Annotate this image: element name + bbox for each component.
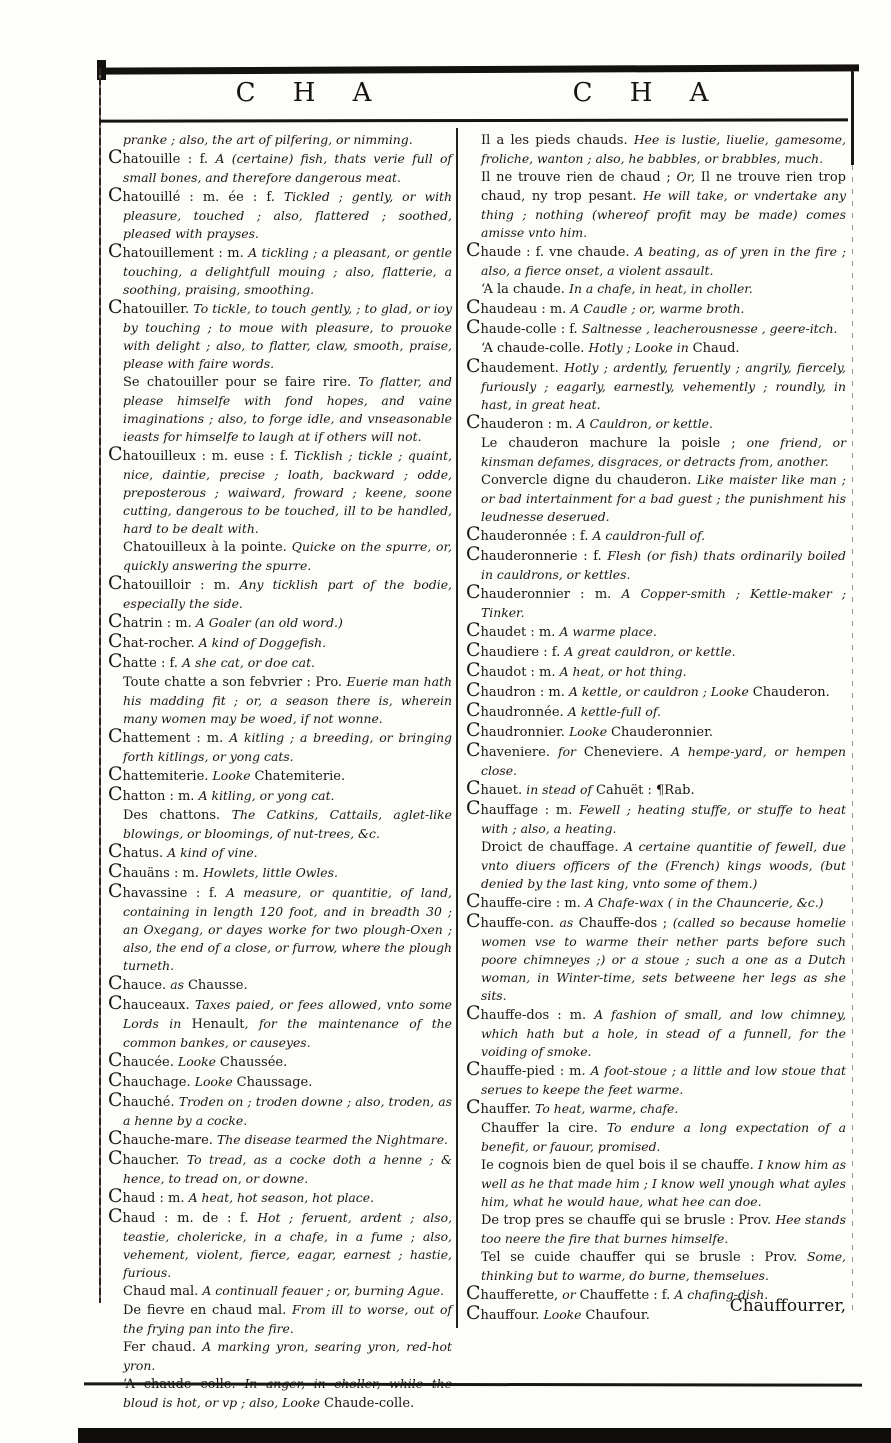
definition-text: Howlets, little Owles. — [203, 865, 338, 880]
definition-text: Flesh (or fish) thats ordinarily boiled in cauldrons, or kettles. — [481, 548, 846, 582]
headword-text: hauffe-pied : m. — [480, 1064, 591, 1079]
definition-text: Quicke on the spurre, or, quickly answering the spurre. — [123, 539, 452, 573]
initial-capital: C — [108, 1127, 123, 1149]
initial-capital: C — [108, 630, 123, 652]
headword-text: hatrin : m. — [122, 616, 196, 631]
headword-text: hauffage : m. — [480, 803, 580, 818]
headword-text: hauchage. — [122, 1075, 195, 1090]
definition-text: Ticklish ; tickle ; quaint, nice, daintie, precise ; loath, backward ; odde, preposterous ; waiward, froward ; keene, soone cutting, dangerous to be touched, ill to be handled, hard to be dealt with. — [123, 448, 453, 536]
initial-capital: C — [108, 650, 123, 672]
headword-text: hauderonnée : f. — [480, 529, 593, 544]
headword-text: hauché. — [122, 1095, 179, 1110]
definition-text: A continuall feauer ; or, burning Ague. — [202, 1283, 445, 1298]
dictionary-entry — [466, 298, 846, 318]
initial-capital: C — [108, 725, 123, 747]
definition-text: In a chafe, in heat, in choller. — [569, 281, 753, 296]
column-right — [466, 130, 846, 1330]
dictionary-entry — [466, 318, 846, 338]
headword-text: hauffe-dos : m. — [480, 1008, 595, 1023]
dictionary-entry — [466, 413, 846, 433]
definition-text: , for the maintenance of the common bankes, or causeyes. — [123, 1016, 452, 1050]
dictionary-entry — [108, 1281, 452, 1300]
headword-text: haudeau : m. — [480, 302, 571, 317]
initial-capital: C — [466, 619, 481, 641]
definition-text: (called so because homelie women vse to warme their nether parts before such poore chimneyes ;) or a stoue ; such a one as a Dutch woman, in Winter-time, sets betweene her legs as she sits. — [481, 915, 847, 1003]
page-border-top — [97, 64, 859, 74]
dictionary-entry — [108, 186, 452, 242]
dictionary-entry — [466, 837, 846, 892]
page-border-bottom — [78, 1428, 891, 1443]
headword-text: havassine : f. — [122, 886, 226, 901]
definition-text: A Caudle ; or, warme broth. — [570, 301, 745, 316]
definition-text: Some, thinking but to warme, do burne, themselues. — [481, 1249, 846, 1283]
initial-capital: C — [466, 239, 481, 261]
dictionary-entry — [108, 242, 452, 298]
headword-text: haudron : m. — [480, 685, 570, 700]
headword-text: hauceaux. — [122, 998, 196, 1013]
initial-capital: C — [466, 1002, 481, 1024]
initial-capital: C — [466, 777, 481, 799]
headword-text: Il ne trouve rien de chaud ; — [481, 170, 677, 185]
running-head-right: C H A — [572, 78, 718, 108]
headword-text: Chauderonnier. — [611, 725, 714, 740]
headword-text: hatouilloir : m. — [122, 578, 240, 593]
dictionary-entry — [108, 765, 452, 785]
initial-capital: C — [466, 739, 481, 761]
headword-text: Chauffette : f. — [579, 1288, 675, 1303]
initial-capital: C — [466, 890, 481, 912]
dictionary-entry — [466, 470, 846, 525]
definition-text: Looke — [543, 1307, 586, 1322]
headword-text: Il a les pieds chauds. — [481, 133, 634, 148]
headword-text: hauet. — [480, 783, 527, 798]
dictionary-entry — [466, 130, 846, 167]
definition-text: To flatter, and please himselfe with fond hopes, and vaine imaginations ; also, to forge idle, and vnseasonable ieasts for himselfe to laugh at if others will not. — [123, 374, 452, 444]
headword-text: Chatemiterie. — [254, 769, 346, 784]
headword-text: haudiere : f. — [480, 645, 565, 660]
headword-text: hattement : m. — [122, 731, 230, 746]
dictionary-entry — [466, 661, 846, 681]
headword-text: hauäns : m. — [122, 866, 204, 881]
definition-text: A kettle, or cauldron ; Looke — [569, 684, 753, 699]
dictionary-entry — [466, 681, 846, 701]
dictionary-entry — [108, 372, 452, 445]
dictionary-entry — [108, 1051, 452, 1071]
dictionary-entry — [108, 1091, 452, 1129]
dictionary-entry — [466, 583, 846, 621]
headword-text: hauffer. — [480, 1102, 536, 1117]
headword-text: hauce. — [122, 978, 171, 993]
definition-text: Like maister like man ; or bad intertainment for a bad guest ; the punishment his leudnesse deserued. — [481, 472, 846, 524]
definition-text: as — [559, 915, 579, 930]
initial-capital: C — [108, 610, 123, 632]
dictionary-entry — [108, 842, 452, 862]
initial-capital: C — [466, 699, 481, 721]
dictionary-entry — [108, 130, 452, 148]
dictionary-entry — [466, 1210, 846, 1247]
dictionary-entry — [466, 621, 846, 641]
dictionary-entry — [108, 612, 452, 632]
initial-capital: C — [108, 783, 123, 805]
initial-capital: C — [466, 523, 481, 545]
dictionary-entry — [466, 799, 846, 837]
dictionary-entry — [108, 994, 452, 1051]
header-rule — [100, 118, 848, 122]
headword-text: hatouiller. — [122, 302, 194, 317]
dictionary-entry — [108, 1374, 452, 1412]
dictionary-entry — [108, 1149, 452, 1187]
initial-capital: C — [466, 719, 481, 741]
headword-text: hatouille : f. — [122, 152, 216, 167]
definition-text: To tread, as a cocke doth a henne ; & hence, to tread on, or downe. — [123, 1152, 452, 1186]
definition-text: To heat, warme, chafe. — [535, 1101, 679, 1116]
dictionary-entry — [466, 338, 846, 357]
initial-capital: C — [108, 860, 123, 882]
headword-text: haucher. — [122, 1153, 187, 1168]
definition-text: A kitling ; a breeding, or bringing forth kitlings, or yong cats. — [123, 730, 452, 764]
headword-text: Chaufour. — [585, 1308, 650, 1323]
definition-text: To endure a long expectation of a benefit, or fauour, promised. — [481, 1120, 846, 1154]
headword-text: Se chatouiller pour se faire rire. — [123, 375, 359, 390]
headword-text: Chauffer la cire. — [481, 1121, 607, 1136]
definition-text: as — [170, 977, 188, 992]
initial-capital: C — [108, 1205, 123, 1227]
dictionary-entry — [108, 882, 452, 974]
initial-capital: C — [466, 910, 481, 932]
headword-text: hauffe-cire : m. — [480, 896, 585, 911]
headword-text: hauche-mare. — [122, 1133, 218, 1148]
headword-text: Chauderon. — [752, 685, 830, 700]
headword-text: hatte : f. — [122, 656, 183, 671]
headword-text: haveniere. — [480, 745, 558, 760]
headword-text: haudement. — [480, 361, 565, 376]
headword-text: Chauffe-dos ; — [578, 916, 673, 931]
definition-text: Hot ; feruent, ardent ; also, teastie, cholericke, in a chafe, in a fume ; also, vehement, violent, fierce, eagar, earnest ; hastie, furious. — [123, 1210, 453, 1280]
definition-text: A certaine quantitie of fewell, due vnto diuers officers of the (French) kings woods, (but denied by the last king, vnto some of them.) — [481, 839, 846, 891]
headword-text: Chaud mal. — [123, 1284, 203, 1299]
dictionary-entry — [466, 641, 846, 661]
initial-capital: C — [108, 443, 123, 465]
initial-capital: C — [466, 543, 481, 565]
headword-text: haud : m. — [122, 1191, 189, 1206]
dictionary-entry — [466, 1060, 846, 1098]
dictionary-entry — [108, 727, 452, 765]
definition-text: Any ticklish part of the bodie, especially the side. — [123, 577, 452, 611]
dictionary-entry — [108, 1207, 452, 1281]
headword-text: hauffe-con. — [480, 916, 560, 931]
initial-capital: C — [466, 1096, 481, 1118]
dictionary-entry — [466, 721, 846, 741]
definition-text: He will take, or vndertake any thing ; nothing (whereof profit may be made) comes amisse vnto him. — [481, 188, 846, 240]
dictionary-entry — [466, 701, 846, 721]
headword-text: hattemiterie. — [122, 769, 213, 784]
definition-text: Or, — [676, 169, 701, 184]
definition-text: A she cat, or doe cat. — [182, 655, 315, 670]
definition-text: A kettle-full of. — [567, 704, 661, 719]
headword-text: Droict de chauffage. — [481, 840, 625, 855]
definition-text: A Cauldron, or kettle. — [576, 416, 713, 431]
definition-text: Looke — [212, 768, 255, 783]
initial-capital: C — [108, 572, 123, 594]
initial-capital: C — [108, 972, 123, 994]
initial-capital: C — [466, 581, 481, 603]
definition-text: A beating, as of yren in the fire ; also, a fierce onset, a violent assault. — [481, 244, 847, 278]
headword-text: hauderonnier : m. — [480, 587, 622, 602]
initial-capital: C — [108, 763, 123, 785]
headword-text: Toute chatte a son febvrier : Pro. — [123, 675, 347, 690]
headword-text: Ie cognois bien de quel bois il se chauffe. — [481, 1158, 758, 1173]
definition-text: The disease tearmed the Nightmare. — [217, 1132, 448, 1147]
definition-text: I know him as well as he that made him ; I know well ynough what ayles him, what he would haue, what hee can doe. — [481, 1157, 846, 1209]
headword-text: hauderonnerie : f. — [480, 549, 608, 564]
definition-text: for — [558, 744, 584, 759]
definition-text: Fewell ; heating stuffe, or stuffe to heat with ; also, a heating. — [481, 802, 847, 836]
initial-capital: C — [466, 1282, 481, 1304]
definition-text: A cauldron-full of. — [592, 528, 706, 543]
dictionary-entry — [466, 892, 846, 912]
definition-text: Troden on ; troden downe ; also, troden, as a henne by a cocke. — [123, 1094, 452, 1128]
initial-capital: C — [108, 296, 123, 318]
initial-capital: C — [108, 1147, 123, 1169]
dictionary-entry — [466, 1118, 846, 1155]
definition-text: A tickling ; a pleasant, or gentle touching, a delightfull mouing ; also, flatterie, a soothing, praising, smoothing. — [123, 245, 452, 297]
definition-text: in stead of — [526, 782, 597, 797]
initial-capital: C — [108, 1049, 123, 1071]
headword-text: Le chauderon machure la poisle ; — [481, 436, 747, 451]
definition-text: A Chafe-wax ( in the Chauncerie, &c.) — [584, 895, 824, 910]
initial-capital: C — [108, 146, 123, 168]
dictionary-entry — [466, 167, 846, 241]
initial-capital: C — [466, 679, 481, 701]
definition-text: A fashion of small, and low chimney, which hath but a hole, in stead of a funnell, for the voiding of smoke. — [481, 1007, 847, 1059]
dictionary-entry — [466, 433, 846, 470]
definition-text: Tickled ; gently, or with pleasure, touched ; also, flattered ; soothed, pleased with prayses. — [123, 189, 452, 241]
definition-text: Saltnesse , leacherousnesse , geere-itch. — [581, 321, 838, 336]
headword-text: Chaude-colle. — [324, 1396, 415, 1411]
headword-text: Des chattons. — [123, 808, 232, 823]
headword-text: Convercle digne du chauderon. — [481, 473, 697, 488]
dictionary-entry — [108, 652, 452, 672]
headword-text: De fievre en chaud mal. — [123, 1303, 293, 1318]
dictionary-entry — [108, 148, 452, 186]
headword-text: haude : f. vne chaude. — [480, 245, 635, 260]
definition-text: From ill to worse, out of the frying pan into the fire. — [123, 1302, 452, 1336]
definition-text: Looke — [569, 724, 611, 739]
definition-text: A chafing-dish. — [674, 1287, 769, 1302]
dictionary-entry — [466, 279, 846, 298]
dictionary-entry — [108, 1300, 452, 1337]
headword-text: Henault — [191, 1017, 245, 1032]
dictionary-entry — [466, 779, 846, 799]
page-border-right — [851, 70, 854, 165]
headword-text: De trop pres se chauffe qui se brusle : Prov. — [481, 1213, 776, 1228]
catchword: Chauffourrer, — [729, 1296, 846, 1316]
headword-text: ‘A chaude-colle. — [481, 341, 589, 356]
initial-capital: C — [108, 1069, 123, 1091]
dictionary-entry — [108, 974, 452, 994]
definition-text: one friend, or kinsman defames, disgraces, or detracts from, another. — [481, 435, 846, 469]
definition-text: A Copper-smith ; Kettle-maker ; Tinker. — [481, 586, 846, 620]
dictionary-entry — [108, 1071, 452, 1091]
definition-text: Hotly ; Looke in — [588, 340, 693, 355]
column-left — [108, 130, 453, 1411]
headword-text: haudot : m. — [480, 665, 560, 680]
initial-capital: C — [466, 296, 481, 318]
initial-capital: C — [466, 659, 481, 681]
definition-text: A kind of Doggefish. — [198, 635, 327, 650]
headword-text: hauderon : m. — [480, 417, 577, 432]
headword-text: Fer chaud. — [123, 1340, 203, 1355]
definition-text: Hotly ; ardently, feruently ; angrily, fiercely, furiously ; eagarly, earnestly, vehemently ; roundly, in hast, in great heat. — [481, 360, 846, 412]
initial-capital: C — [466, 639, 481, 661]
definition-text: pranke ; also, the art of pilfering, or nimming. — [123, 132, 413, 147]
initial-capital: C — [108, 880, 123, 902]
initial-capital: C — [108, 1185, 123, 1207]
headword-text: Tel se cuide chauffer qui se brusle : Prov. — [481, 1250, 808, 1265]
dictionary-entry — [466, 1004, 846, 1060]
dictionary-entry — [108, 862, 452, 882]
initial-capital: C — [108, 840, 123, 862]
headword-text: Chatouilleux à la pointe. — [123, 540, 292, 555]
headword-text: haudet : m. — [480, 625, 560, 640]
headword-text: hatouillé : m. ée : f. — [122, 190, 284, 205]
headword-text: haucée. — [122, 1055, 178, 1070]
dictionary-entry — [108, 1129, 452, 1149]
initial-capital: C — [108, 992, 123, 1014]
headword-text: haud : m. de : f. — [122, 1211, 258, 1226]
headword-text: hauffour. — [480, 1308, 544, 1323]
definition-text: A measure, or quantitie, of land, containing in length 120 foot, and in breadth 30 ; an Oxegang, or dayes worke for two plough-Oxen ; also, the end of a close, or furrow, where the plough turneth. — [123, 885, 452, 973]
column-divider — [456, 128, 458, 1328]
headword-text: haudronnier. — [480, 725, 570, 740]
definition-text: bloud is hot, or vp ; also, Looke — [123, 1395, 321, 1410]
dictionary-entry — [108, 785, 452, 805]
initial-capital: C — [108, 1089, 123, 1111]
headword-text: Chaud. — [692, 341, 740, 356]
dictionary-entry — [108, 1187, 452, 1207]
dictionary-entry — [466, 357, 846, 413]
dictionary-entry — [108, 574, 452, 612]
definition-text: A Goaler (an old word.) — [195, 615, 343, 630]
dictionary-entry — [466, 525, 846, 545]
definition-text: Euerie man hath his madding fit ; or, a season there is, wherein many women may be woed, if not wonne. — [123, 674, 452, 726]
definition-text: A kind of vine. — [167, 845, 258, 860]
dictionary-entry — [108, 632, 452, 652]
headword-text: Cahuët : ¶Rab. — [596, 783, 695, 798]
dictionary-entry — [466, 1098, 846, 1118]
definition-text: Hee is lustie, liuelie, gamesome, froliche, wanton ; also, he babbles, or brabbles, much. — [481, 132, 846, 166]
headword-text: hat-rocher. — [122, 636, 199, 651]
definition-text: A hempe-yard, or hempen close. — [481, 744, 846, 778]
definition-text: A foot-stoue ; a little and low stoue that serues to keepe the feet warme. — [481, 1063, 846, 1097]
definition-text: A heat, or hot thing. — [559, 664, 687, 679]
dictionary-entry — [466, 1247, 846, 1284]
headword-text: hatton : m. — [122, 789, 199, 804]
running-head-left: C H A — [235, 78, 381, 108]
page-border-left — [99, 68, 101, 1303]
headword-text: hatus. — [122, 846, 168, 861]
page-border-right-faint — [852, 165, 853, 1310]
headword-text: ‘A la chaude. — [481, 282, 570, 297]
definition-text: Taxes paied, or fees allowed, vnto some Lords in — [123, 997, 452, 1031]
definition-text: Looke — [194, 1074, 237, 1089]
dictionary-entry — [108, 537, 452, 574]
definition-text: A (certaine) fish, thats verie full of small bones, and therefore dangerous meat. — [123, 151, 452, 185]
headword-text: Chaussage. — [236, 1075, 313, 1090]
dictionary-entry — [108, 805, 452, 842]
initial-capital: C — [466, 355, 481, 377]
initial-capital: C — [466, 1302, 481, 1324]
headword-text: haude-colle : f. — [480, 322, 582, 337]
definition-text: A warme place. — [559, 624, 657, 639]
dictionary-entry — [108, 445, 452, 537]
headword-text: Il ne trouve rien trop chaud, ny trop pesant. — [481, 170, 846, 204]
dictionary-entry — [466, 241, 846, 279]
initial-capital: C — [466, 411, 481, 433]
definition-text: A marking yron, searing yron, red-hot yron. — [123, 1339, 452, 1373]
headword-text: Chausse. — [187, 978, 248, 993]
headword-text: Chaussée. — [219, 1055, 288, 1070]
definition-text: A heat, hot season, hot place. — [188, 1190, 375, 1205]
headword-text: Cheneviere. — [583, 745, 672, 760]
dictionary-entry — [108, 1337, 452, 1374]
initial-capital: C — [466, 797, 481, 819]
dictionary-entry — [108, 672, 452, 727]
definition-text: To tickle, to touch gently, ; to glad, or ioy by touching ; to moue with pleasure, to prouoke with delight ; also, to flatter, claw, smooth, praise, please with faire words. — [123, 301, 452, 371]
dictionary-entry — [108, 298, 452, 372]
definition-text: A great cauldron, or kettle. — [564, 644, 736, 659]
initial-capital: C — [466, 1058, 481, 1080]
dictionary-entry — [466, 545, 846, 583]
initial-capital: C — [108, 184, 123, 206]
definition-text: A kitling, or yong cat. — [198, 788, 335, 803]
definition-text: The Catkins, Cattails, aglet-like blowings, or bloomings, of nut-trees, &c. — [123, 807, 452, 841]
headword-text: hatouillement : m. — [122, 246, 249, 261]
initial-capital: C — [466, 316, 481, 338]
initial-capital: C — [108, 240, 123, 262]
definition-text: Looke — [177, 1054, 220, 1069]
headword-text: haudronnée. — [480, 705, 568, 720]
dictionary-entry — [466, 741, 846, 779]
definition-text: or — [562, 1287, 580, 1302]
dictionary-entry — [466, 912, 846, 1004]
definition-text: Hee stands too neere the fire that burnes himselfe. — [481, 1212, 847, 1246]
headword-text: hatouilleux : m. euse : f. — [122, 449, 295, 464]
dictionary-entry — [466, 1155, 846, 1210]
headword-text: haufferette, — [480, 1288, 563, 1303]
